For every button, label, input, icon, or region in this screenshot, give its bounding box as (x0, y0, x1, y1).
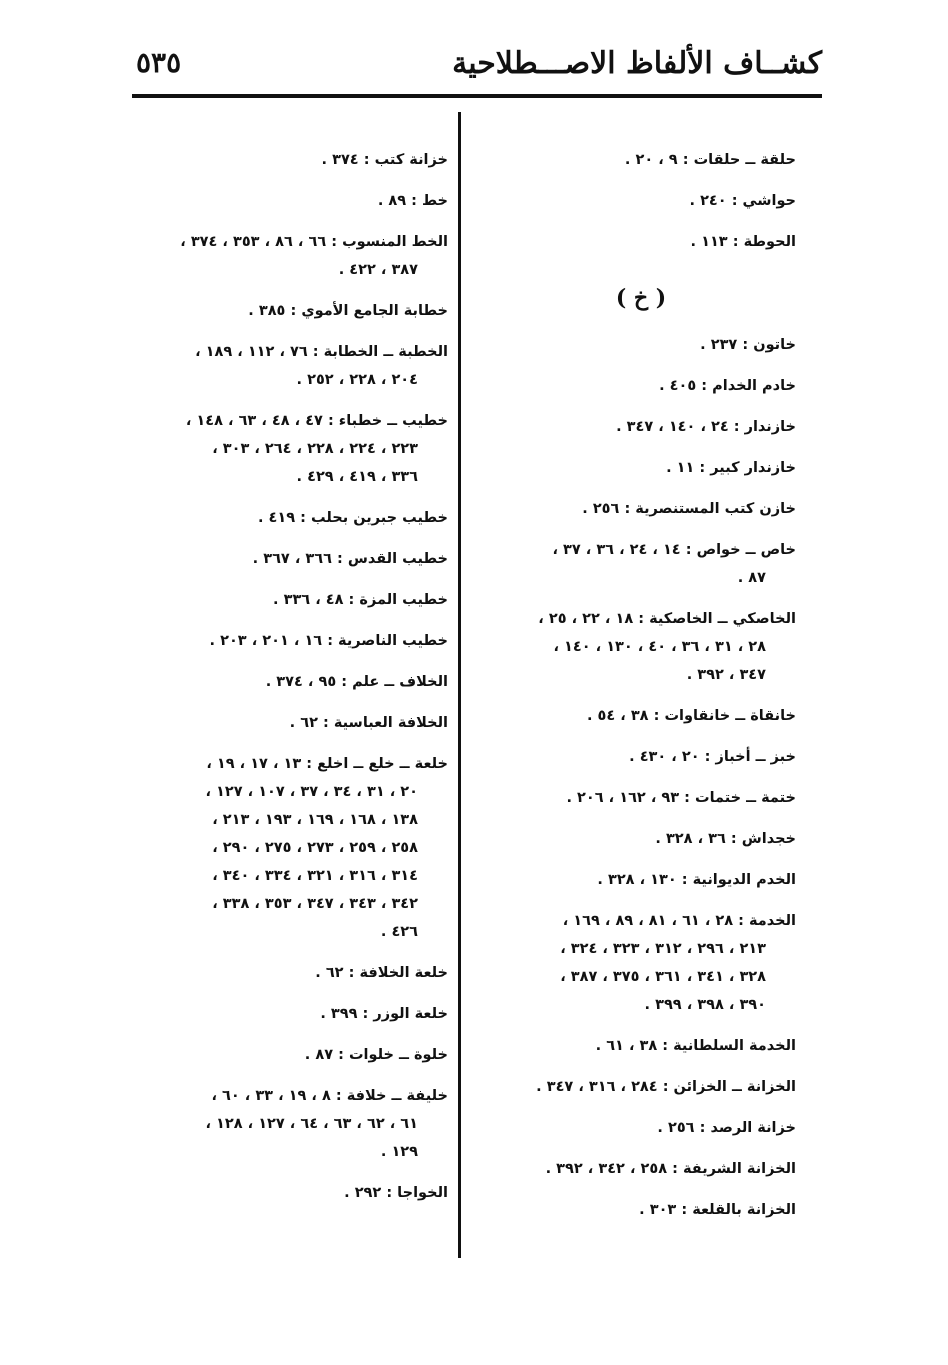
index-entry: الخزانة الشريفة : ٢٥٨ ، ٣٤٢ ، ٣٩٢ . (466, 1155, 796, 1183)
index-entry: خازندار كبير : ١١ . (466, 454, 796, 482)
index-entry-continuation: ٦١ ، ٦٢ ، ٦٣ ، ٦٤ ، ١٢٧ ، ١٢٨ ، (205, 1116, 418, 1132)
index-entry: خزانة كتب : ٣٧٤ . (114, 146, 448, 174)
index-entry: خطيب الناصرية : ١٦ ، ٢٠١ ، ٢٠٣ . (114, 627, 448, 655)
header-rule (132, 94, 822, 98)
index-entry: حواشي : ٢٤٠ . (466, 187, 796, 215)
index-entry-continuation: ٣٢٨ ، ٣٤١ ، ٣٦١ ، ٣٧٥ ، ٣٨٧ ، (560, 969, 766, 985)
index-entry: خلعة الوزر : ٣٩٩ . (114, 1000, 448, 1028)
index-entry: خاتون : ٢٣٧ . (466, 331, 796, 359)
index-entry: الخدمة السلطانية : ٣٨ ، ٦١ . (466, 1032, 796, 1060)
page-header (132, 40, 822, 96)
index-entry: خانقاة ــ خانقاوات : ٣٨ ، ٥٤ . (466, 702, 796, 730)
page-number: ٥٣٥ (136, 46, 182, 79)
index-entry-continuation: ١٣٨ ، ١٦٨ ، ١٦٩ ، ١٩٣ ، ٢١٣ ، (212, 812, 418, 828)
index-entry-continuation: ٣٣٦ ، ٤١٩ ، ٤٢٩ . (296, 469, 418, 485)
index-entry: خادم الخدام : ٤٠٥ . (466, 372, 796, 400)
index-entry: الخدمة : ٢٨ ، ٦١ ، ٨١ ، ٨٩ ، ١٦٩ ، (466, 907, 796, 935)
index-entry: الخدم الديوانية : ١٣٠ ، ٣٢٨ . (466, 866, 796, 894)
index-entry: خطيب ــ خطباء : ٤٧ ، ٤٨ ، ٦٣ ، ١٤٨ ، (114, 407, 448, 435)
index-column-right (466, 146, 796, 1224)
index-entry-continuation: ٨٧ . (737, 570, 766, 586)
page-title: كشــاف الألفاظ الاصـــطلاحية (452, 46, 822, 81)
section-letter-heading: ( خ ) (615, 285, 667, 311)
index-entry: الخزانة بالقلعة : ٣٠٣ . (466, 1196, 796, 1224)
index-entry: خطابة الجامع الأموي : ٣٨٥ . (114, 297, 448, 325)
index-entry-continuation: ٢٠٤ ، ٢٢٨ ، ٢٥٢ . (296, 372, 418, 388)
index-entry-continuation: ٣٤٧ ، ٣٩٢ . (686, 667, 766, 683)
column-divider (458, 112, 461, 1258)
index-entry: خطيب المزة : ٤٨ ، ٣٣٦ . (114, 586, 448, 614)
index-entry: الخلاف ــ علم : ٩٥ ، ٣٧٤ . (114, 668, 448, 696)
index-entry-continuation: ٢١٣ ، ٢٩٦ ، ٣١٢ ، ٣٢٣ ، ٣٢٤ ، (560, 941, 766, 957)
index-entry: خازندار : ٢٤ ، ١٤٠ ، ٣٤٧ . (466, 413, 796, 441)
index-entry: خطيب القدس : ٣٦٦ ، ٣٦٧ . (114, 545, 448, 573)
index-entry: خاص ــ خواص : ١٤ ، ٢٤ ، ٣٦ ، ٣٧ ، (466, 536, 796, 564)
index-entry-continuation: ٣٤٢ ، ٣٤٣ ، ٣٤٧ ، ٣٥٣ ، ٣٣٨ ، (212, 896, 418, 912)
index-entry: حلقة ــ حلقات : ٩ ، ٢٠ . (466, 146, 796, 174)
index-entry-continuation: ٢٨ ، ٣١ ، ٣٦ ، ٤٠ ، ١٣٠ ، ١٤٠ ، (553, 639, 766, 655)
index-entry: خلوة ــ خلوات : ٨٧ . (114, 1041, 448, 1069)
index-entry: الخزانة ــ الخزائن : ٢٨٤ ، ٣١٦ ، ٣٤٧ . (466, 1073, 796, 1101)
index-entry: خزانة الرصد : ٢٥٦ . (466, 1114, 796, 1142)
index-entry: خطيب جبرين بحلب : ٤١٩ . (114, 504, 448, 532)
index-entry-continuation: ٢٢٣ ، ٢٢٤ ، ٢٢٨ ، ٢٦٤ ، ٣٠٣ ، (212, 441, 418, 457)
index-entry-continuation: ٣٨٧ ، ٤٢٢ . (338, 262, 418, 278)
index-entry: خط : ٨٩ . (114, 187, 448, 215)
index-entry-continuation: ٢٥٨ ، ٢٥٩ ، ٢٧٣ ، ٢٧٥ ، ٢٩٠ ، (212, 840, 418, 856)
index-entry: الخطبة ــ الخطابة : ٧٦ ، ١١٢ ، ١٨٩ ، (114, 338, 448, 366)
index-column-left (114, 146, 448, 1207)
index-entry-continuation: ٣١٤ ، ٣١٦ ، ٣٢١ ، ٣٣٤ ، ٣٤٠ ، (212, 868, 418, 884)
index-entry-continuation: ٢٠ ، ٣١ ، ٣٤ ، ٣٧ ، ١٠٧ ، ١٢٧ ، (205, 784, 418, 800)
index-entry: الخواجا : ٢٩٢ . (114, 1179, 448, 1207)
index-entry: خجداش : ٣٦ ، ٣٢٨ . (466, 825, 796, 853)
index-entry: الخلافة العباسية : ٦٢ . (114, 709, 448, 737)
index-entry: خبز ــ أخباز : ٢٠ ، ٤٣٠ . (466, 743, 796, 771)
index-entry: الخط المنسوب : ٦٦ ، ٨٦ ، ٣٥٣ ، ٣٧٤ ، (114, 228, 448, 256)
index-entry: ختمة ــ ختمات : ٩٣ ، ١٦٢ ، ٢٠٦ . (466, 784, 796, 812)
index-entry: الخاصكي ــ الخاصكية : ١٨ ، ٢٢ ، ٢٥ ، (466, 605, 796, 633)
index-entry: خليفة ــ خلافة : ٨ ، ١٩ ، ٣٣ ، ٦٠ ، (114, 1082, 448, 1110)
index-entry: خلعة ــ خلع ــ اخلع : ١٣ ، ١٧ ، ١٩ ، (114, 750, 448, 778)
index-entry: خلعة الخلافة : ٦٢ . (114, 959, 448, 987)
index-entry: الحوطة : ١١٣ . (466, 228, 796, 256)
index-entry-continuation: ١٢٩ . (380, 1144, 418, 1160)
index-entry-continuation: ٣٩٠ ، ٣٩٨ ، ٣٩٩ . (644, 997, 766, 1013)
index-entry: خازن كتب المستنصرية : ٢٥٦ . (466, 495, 796, 523)
index-entry-continuation: ٤٢٦ . (380, 924, 418, 940)
